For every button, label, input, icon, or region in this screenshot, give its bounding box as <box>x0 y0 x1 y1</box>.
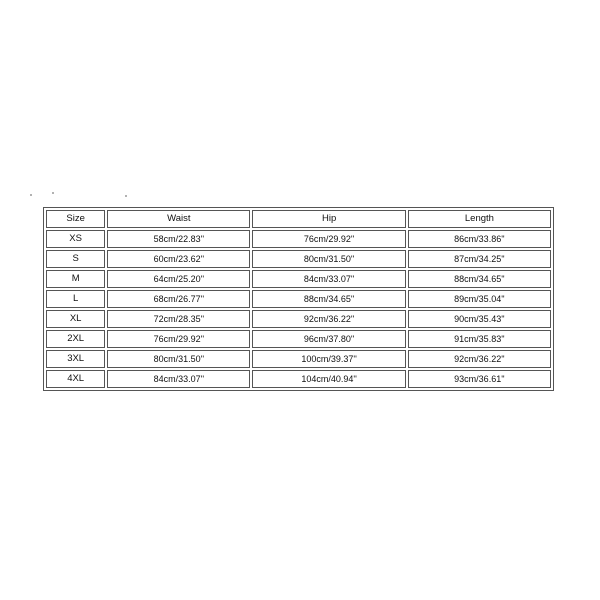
table-row <box>46 370 551 388</box>
length-cell: 93cm/36.61'' <box>408 370 551 388</box>
waist-cell: 58cm/22.83'' <box>107 230 250 248</box>
hip-cell: 76cm/29.92'' <box>252 230 405 248</box>
hip-cell: 80cm/31.50'' <box>252 250 405 268</box>
waist-cell: 60cm/23.62'' <box>107 250 250 268</box>
table-row <box>46 270 551 288</box>
table-row <box>46 290 551 308</box>
length-cell: 92cm/36.22'' <box>408 350 551 368</box>
length-cell: 86cm/33.86'' <box>408 230 551 248</box>
header-row <box>46 210 551 228</box>
length-cell: 88cm/34.65'' <box>408 270 551 288</box>
size-cell: L <box>46 290 105 308</box>
size-cell: XS <box>46 230 105 248</box>
waist-cell: 84cm/33.07'' <box>107 370 250 388</box>
table-row <box>46 350 551 368</box>
header-waist: Waist <box>107 210 250 228</box>
waist-cell: 80cm/31.50'' <box>107 350 250 368</box>
speck <box>52 192 54 194</box>
length-cell: 87cm/34.25'' <box>408 250 551 268</box>
size-cell: M <box>46 270 105 288</box>
waist-cell: 76cm/29.92'' <box>107 330 250 348</box>
size-chart-table <box>43 207 554 391</box>
hip-cell: 104cm/40.94'' <box>252 370 405 388</box>
speck <box>30 194 32 196</box>
speck <box>125 195 127 197</box>
size-cell: 4XL <box>46 370 105 388</box>
hip-cell: 88cm/34.65'' <box>252 290 405 308</box>
size-chart <box>43 207 554 391</box>
table-row <box>46 250 551 268</box>
waist-cell: 72cm/28.35'' <box>107 310 250 328</box>
size-cell: XL <box>46 310 105 328</box>
length-cell: 91cm/35.83'' <box>408 330 551 348</box>
hip-cell: 100cm/39.37'' <box>252 350 405 368</box>
header-hip: Hip <box>252 210 405 228</box>
waist-cell: 64cm/25.20'' <box>107 270 250 288</box>
length-cell: 89cm/35.04'' <box>408 290 551 308</box>
size-cell: 2XL <box>46 330 105 348</box>
hip-cell: 92cm/36.22'' <box>252 310 405 328</box>
hip-cell: 96cm/37.80'' <box>252 330 405 348</box>
hip-cell: 84cm/33.07'' <box>252 270 405 288</box>
waist-cell: 68cm/26.77'' <box>107 290 250 308</box>
scan-specks <box>30 190 140 198</box>
header-length: Length <box>408 210 551 228</box>
table-row <box>46 230 551 248</box>
length-cell: 90cm/35.43'' <box>408 310 551 328</box>
size-cell: 3XL <box>46 350 105 368</box>
header-size: Size <box>46 210 105 228</box>
table-row <box>46 310 551 328</box>
table-row <box>46 330 551 348</box>
size-cell: S <box>46 250 105 268</box>
